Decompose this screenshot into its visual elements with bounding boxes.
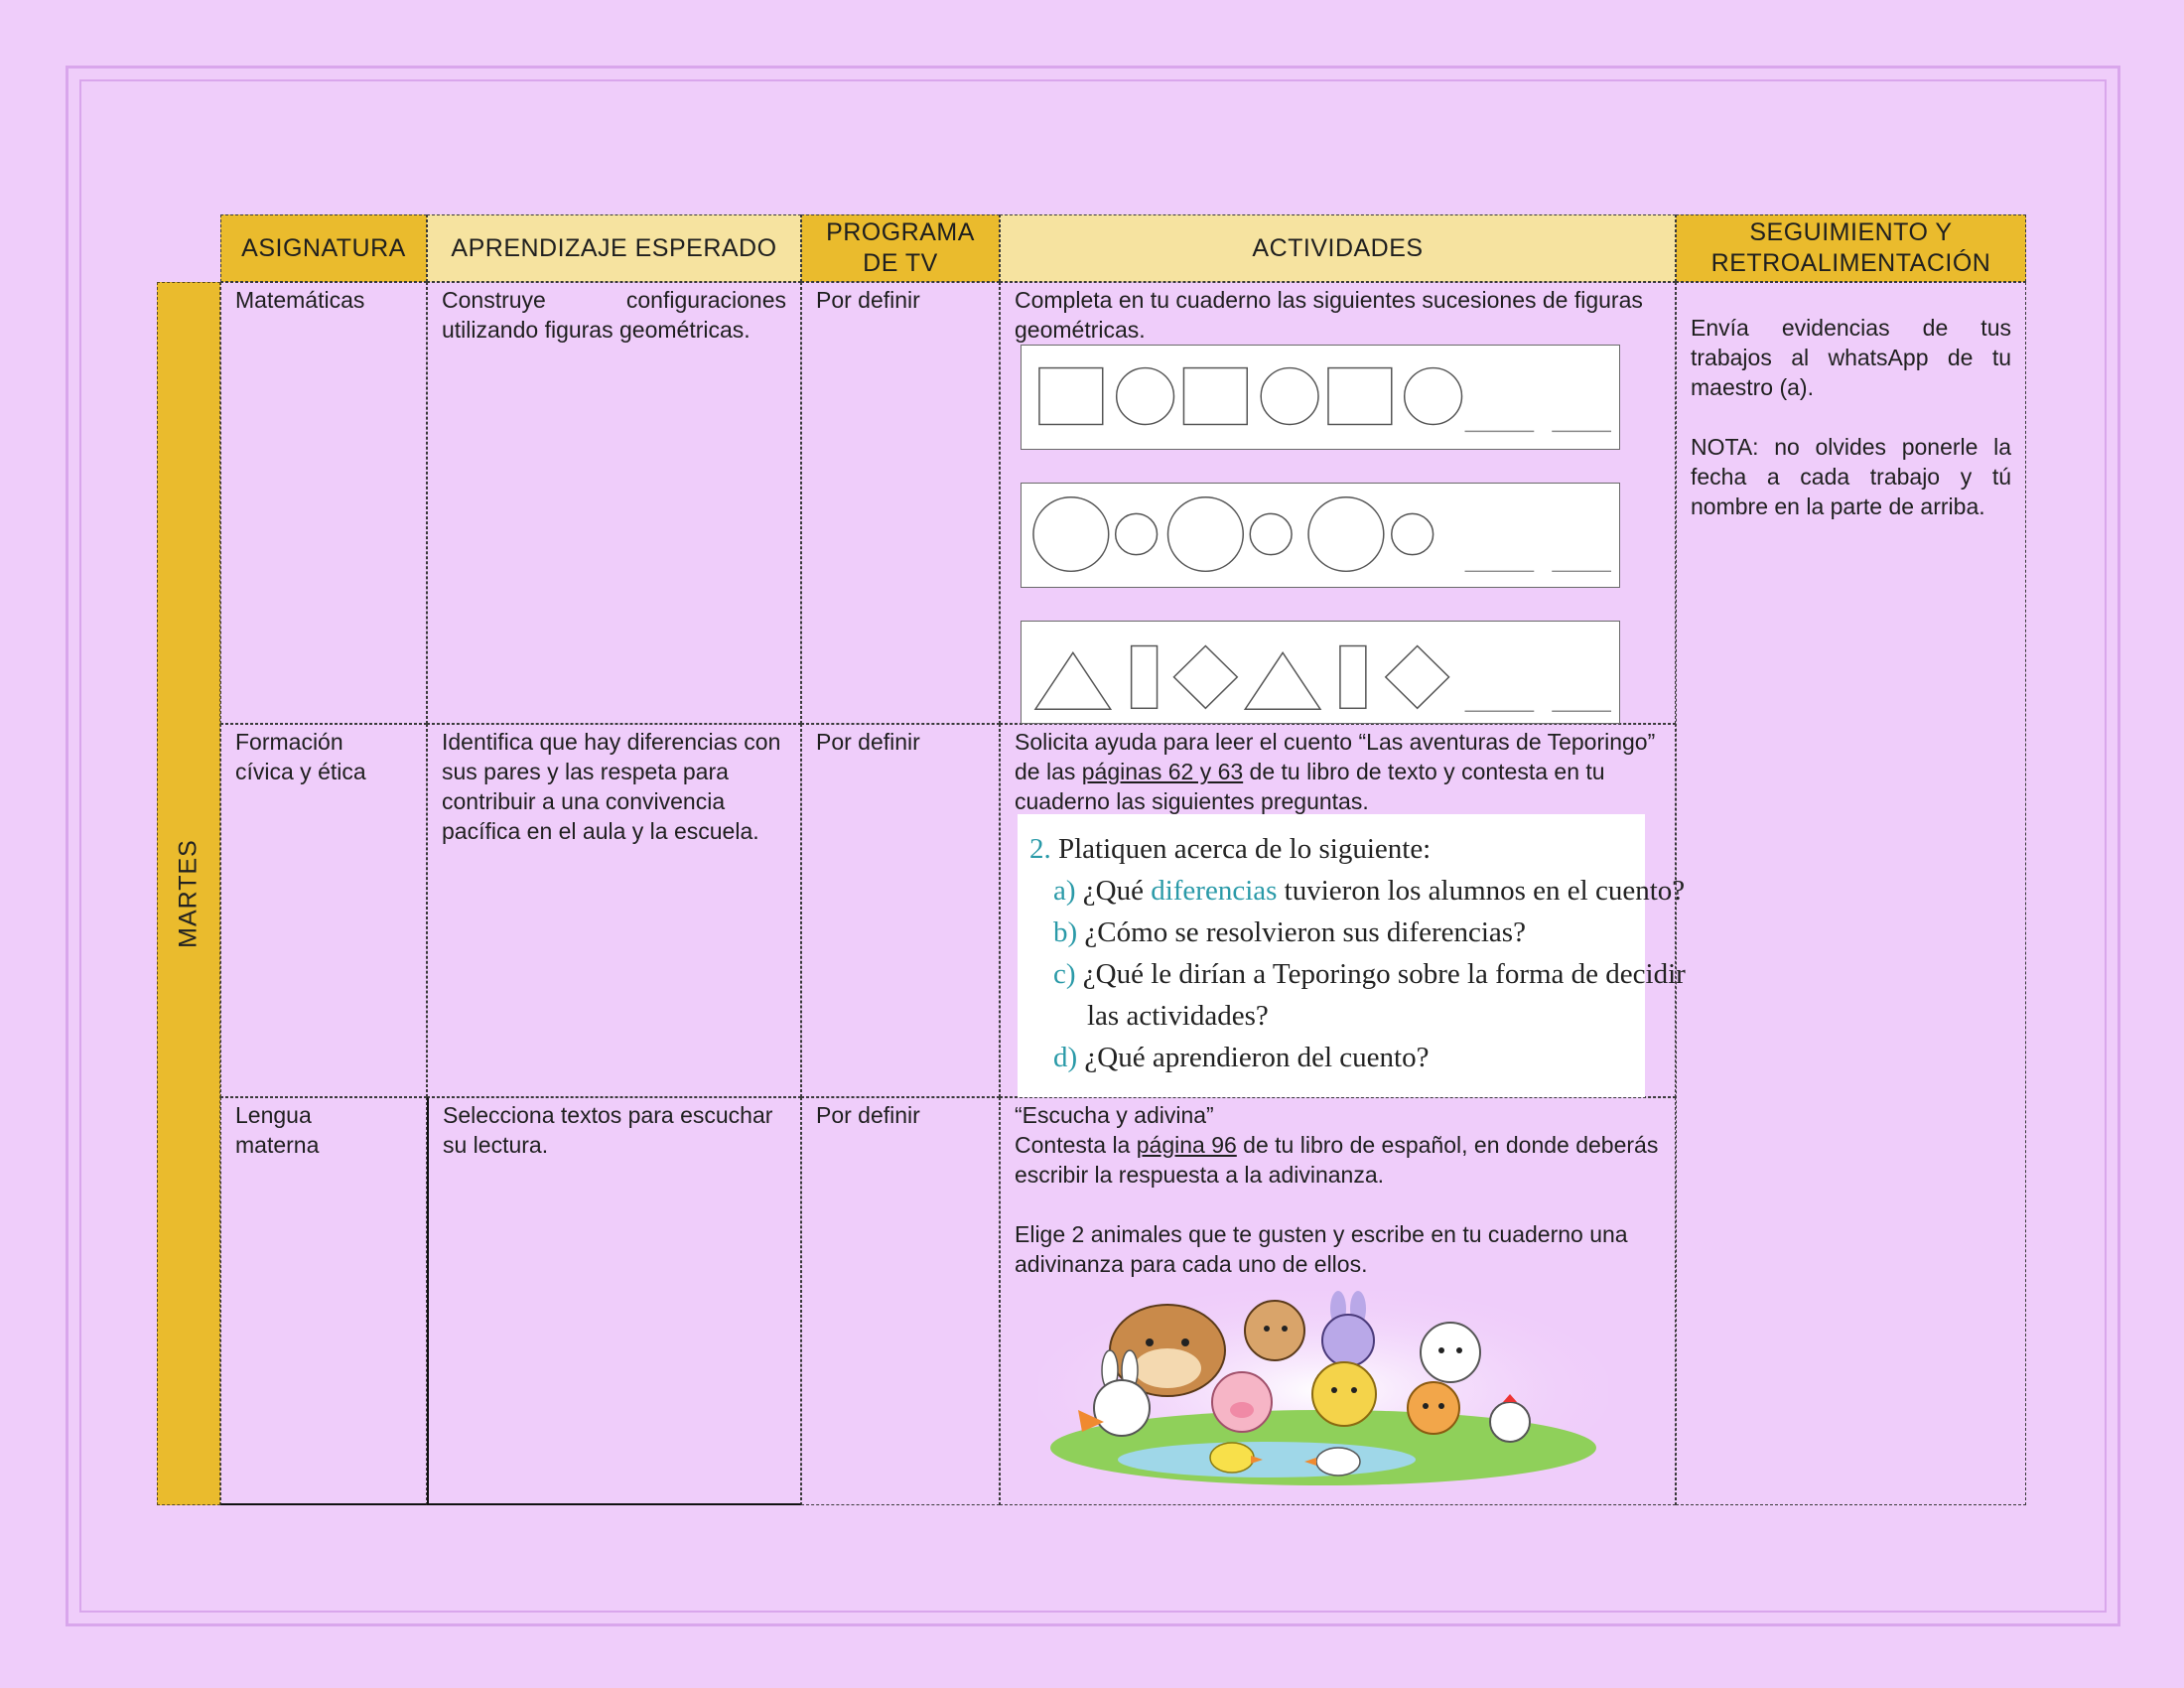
header-learning-text: APRENDIZAJE ESPERADO [451, 233, 777, 262]
question-c-letter: c) [1053, 958, 1076, 990]
question-d [1029, 1037, 1645, 1078]
question-b-text: ¿Cómo se resolvieron sus diferencias? [1084, 916, 1526, 948]
language-subject-line1: Lengua [235, 1102, 312, 1128]
row-civics-tv [801, 724, 1000, 1097]
header-follow-up [1676, 214, 2026, 282]
row-civics-subject [220, 724, 427, 1097]
dog-icon [1245, 1301, 1304, 1360]
header-follow-line2: RETROALIMENTACIÓN [1710, 249, 1991, 277]
header-subject [220, 214, 427, 282]
sheep-icon [1421, 1323, 1480, 1382]
language-tv-text: Por definir [816, 1102, 920, 1128]
civics-activity-text-a: Solicita ayuda para leer el cuento “Las aventuras de Teporingo” de las [1015, 729, 1656, 784]
follow-up-note-text: NOTA: no olvides ponerle la fecha a cada trabajo y tú nombre en la parte de arriba. [1691, 434, 2011, 519]
math-subject-text: Matemáticas [235, 287, 365, 313]
circle-shape [1117, 368, 1174, 425]
big-circle-shape [1033, 497, 1109, 572]
question-c-text2: las actividades? [1087, 1000, 1269, 1032]
question-c-text: ¿Qué le dirían a Teporingo sobre la forma de decidir [1082, 958, 1686, 990]
square-shape [1039, 368, 1103, 425]
language-activity-title: “Escucha y adivina” [1015, 1102, 1214, 1128]
language-activity-text-b: de tu libro de español, en donde deberás escribir la respuesta a la adivinanza. [1015, 1132, 1659, 1188]
math-tv-text: Por definir [816, 287, 920, 313]
triangle-shape [1245, 652, 1320, 709]
bear-icon [1312, 1362, 1376, 1426]
question-c-continued [1029, 995, 1645, 1037]
civics-tv-text: Por definir [816, 729, 920, 755]
question-a-highlight: diferencias [1151, 875, 1278, 907]
question-b [1029, 912, 1645, 953]
sequence-big-small-circles [1021, 483, 1620, 588]
question-intro [1029, 828, 1645, 870]
header-activities [1000, 214, 1676, 282]
pig-icon [1212, 1372, 1272, 1432]
small-circle-shape [1250, 513, 1292, 554]
big-circle-shape [1308, 497, 1384, 572]
header-tv-line1: PROGRAMA [826, 218, 975, 246]
question-b-letter: b) [1053, 916, 1078, 948]
follow-up-cell [1676, 282, 2026, 1505]
row-language-learning [427, 1097, 801, 1505]
textbook-questions-image [1018, 814, 1686, 1097]
circle-shape [1405, 368, 1462, 425]
math-learning-text: Construye configuraciones utilizando figuras geométricas. [442, 287, 786, 343]
question-c [1029, 953, 1686, 995]
circle-shape [1261, 368, 1318, 425]
cat-icon [1408, 1382, 1459, 1434]
header-tv-line2: DE TV [863, 249, 938, 277]
pond [1118, 1442, 1416, 1477]
triangle-shape [1035, 652, 1111, 709]
header-follow-line1: SEGUIMIENTO Y [1749, 218, 1953, 246]
math-activity-text: Completa en tu cuaderno las siguientes sucesiones de figuras geométricas. [1015, 287, 1643, 343]
question-intro-text: Platiquen acerca de lo siguiente: [1058, 833, 1432, 865]
question-a-letter: a) [1053, 875, 1076, 907]
question-a-post: tuvieron los alumnos en el cuento? [1277, 875, 1686, 907]
header-learning [427, 214, 801, 282]
question-d-text: ¿Qué aprendieron del cuento? [1084, 1042, 1430, 1073]
question-a [1029, 870, 1686, 912]
day-label: MARTES [174, 839, 203, 948]
language-activity-text-a: Contesta la [1015, 1132, 1137, 1158]
sequence-squares-circles [1021, 345, 1620, 450]
question-intro-number: 2. [1029, 833, 1051, 865]
row-math-subject [220, 282, 427, 724]
follow-up-evidence-text: Envía evidencias de tus trabajos al whatsApp de tu maestro (a). [1691, 315, 2011, 400]
header-tv-program [801, 214, 1000, 282]
diamond-shape [1386, 646, 1449, 709]
square-shape [1328, 368, 1392, 425]
row-language-subject [220, 1097, 427, 1505]
small-circle-shape [1392, 513, 1433, 554]
row-math-learning [427, 282, 801, 724]
civics-activity-text-b: de tu libro de texto y contesta en tu cuaderno las siguientes preguntas. [1015, 759, 1605, 814]
big-circle-shape [1168, 497, 1244, 572]
row-civics-learning [427, 724, 801, 1097]
sequence-triangle-rectangle-diamond [1021, 621, 1620, 724]
cartoon-animals-image [1038, 1291, 1608, 1489]
rectangle-shape [1132, 646, 1158, 709]
question-a-pre: ¿Qué [1082, 875, 1152, 907]
header-activities-text: ACTIVIDADES [1252, 233, 1424, 262]
language-learning-text: Selecciona textos para escuchar su lectura. [443, 1102, 773, 1158]
diamond-shape [1173, 646, 1237, 709]
civics-subject-line2: cívica y ética [235, 759, 366, 784]
civics-subject-line1: Formación [235, 729, 343, 755]
square-shape [1183, 368, 1247, 425]
row-language-tv [801, 1097, 1000, 1505]
civics-pages-link: páginas 62 y 63 [1081, 759, 1244, 784]
header-subject-text: ASIGNATURA [241, 233, 406, 262]
day-label-band [157, 282, 220, 1505]
question-d-letter: d) [1053, 1042, 1078, 1073]
row-math-tv [801, 282, 1000, 724]
rectangle-shape [1340, 646, 1366, 709]
language-subject-line2: materna [235, 1132, 320, 1158]
civics-learning-text: Identifica que hay diferencias con sus pares y las respeta para contribuir a una convivencia pacífica en el aula y la escuela. [442, 729, 781, 844]
language-page-link: página 96 [1136, 1132, 1237, 1158]
small-circle-shape [1116, 513, 1158, 554]
language-activity-paragraph2: Elige 2 animales que te gusten y escribe en tu cuaderno una adivinanza para cada uno de ellos. [1015, 1221, 1628, 1277]
language-activity-paragraph1 [1015, 1130, 1661, 1190]
